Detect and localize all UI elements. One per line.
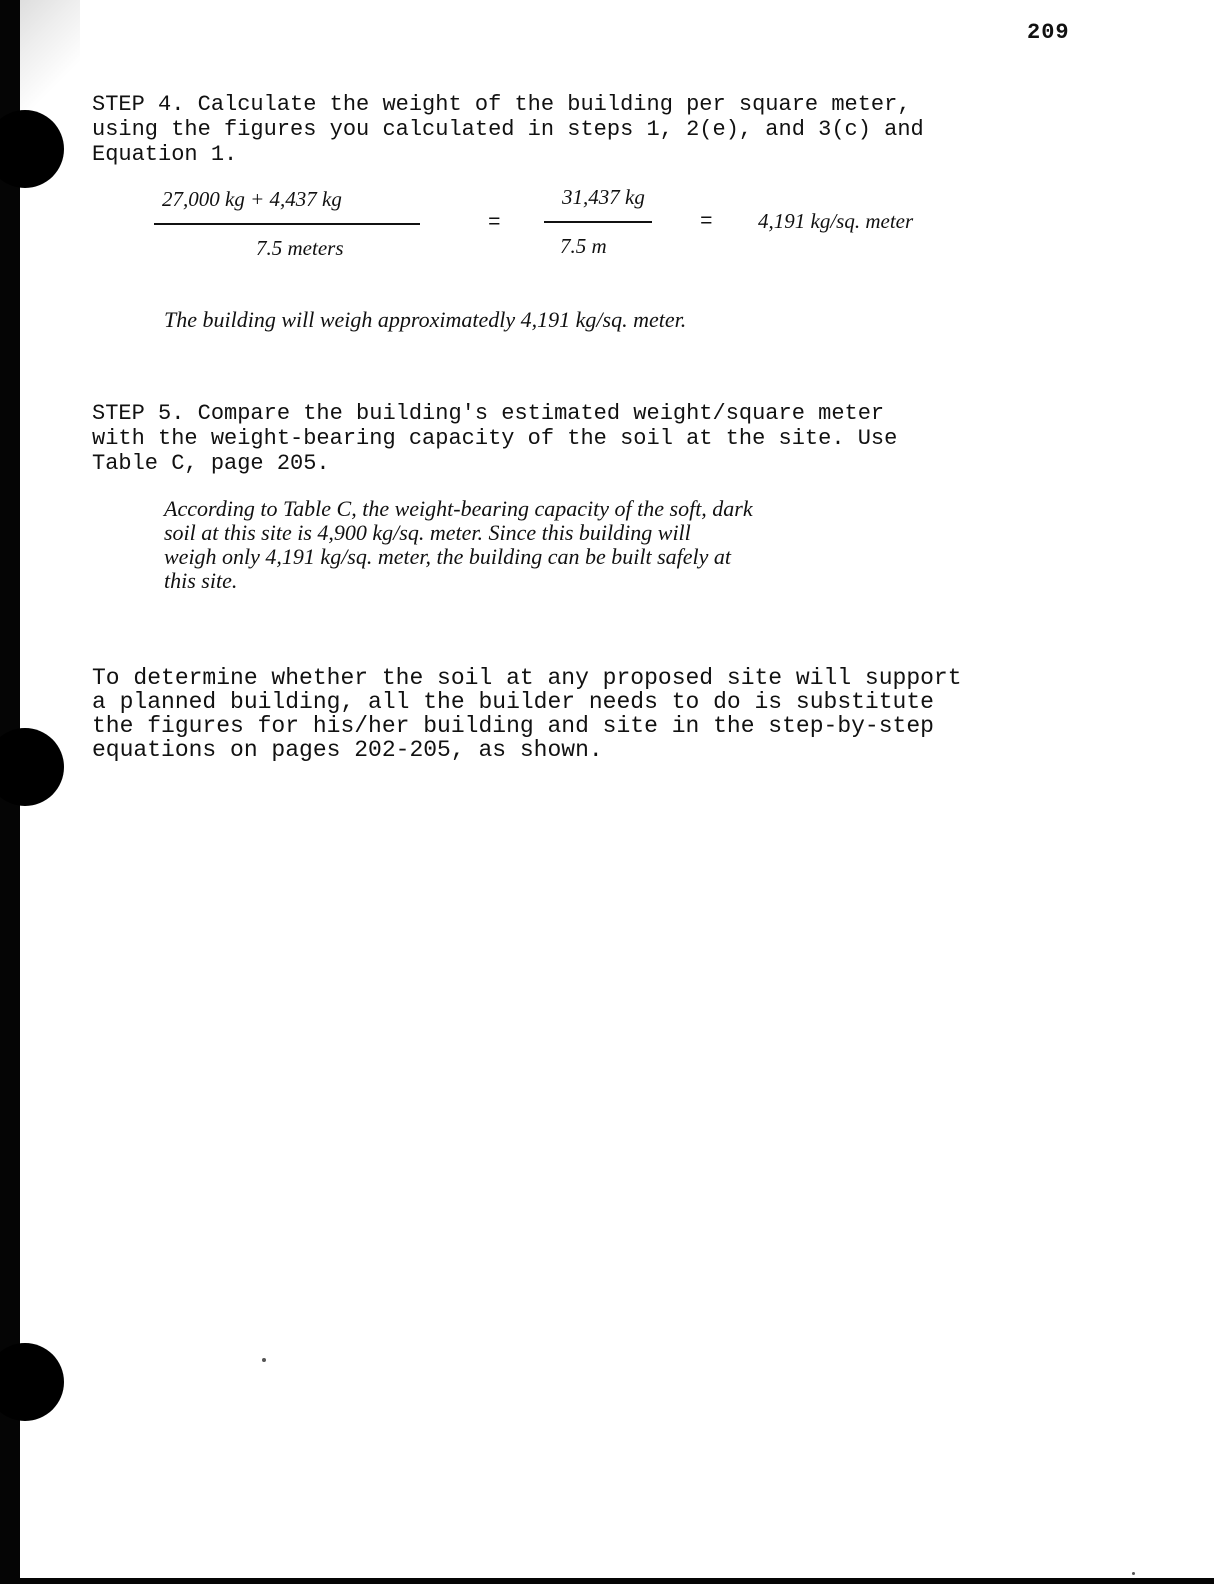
fraction-bar-2: [544, 221, 652, 223]
equation-denominator-1: 7.5 meters: [256, 236, 344, 260]
punch-hole-bottom: [0, 1343, 64, 1421]
equation-result: 4,191 kg/sq. meter: [758, 209, 914, 233]
scan-speck: [262, 1358, 266, 1362]
step-5-instructions: STEP 5. Compare the building's estimated weight/square meter with the weight-bearing capacity of the soil at the site. Use Table C, page 205.: [92, 401, 898, 476]
step-4-instructions: STEP 4. Calculate the weight of the building per square meter, using the figures you calculated in steps 1, 2(e), and 3(c) and Equation 1.: [92, 92, 924, 167]
step-5-answer: According to Table C, the weight-bearing capacity of the soft, dark soil at this site is 4,900 kg/sq. meter. Since this building will weigh only 4,191 kg/sq. meter, the building can be built safely at this site.: [164, 496, 753, 593]
scan-speck: [1132, 1572, 1135, 1575]
closing-paragraph: To determine whether the soil at any proposed site will support a planned building, all the builder needs to do is substitute the figures for his/her building and site in the step-by-step equations on pages 202-205, as shown.: [92, 665, 962, 763]
equation-numerator-1: 27,000 kg + 4,437 kg: [162, 187, 342, 211]
step-4-conclusion: The building will weigh approximatedly 4,191 kg/sq. meter.: [164, 307, 687, 332]
equals-sign-1: =: [488, 212, 501, 235]
page-number: 209: [1027, 20, 1070, 45]
punch-hole-middle: [0, 728, 64, 806]
scan-bottom-border: [0, 1578, 1214, 1584]
equation-denominator-2: 7.5 m: [560, 234, 607, 258]
punch-hole-top: [0, 110, 64, 188]
equation-numerator-2: 31,437 kg: [562, 185, 645, 209]
fraction-bar-1: [154, 223, 420, 225]
equals-sign-2: =: [700, 211, 713, 234]
